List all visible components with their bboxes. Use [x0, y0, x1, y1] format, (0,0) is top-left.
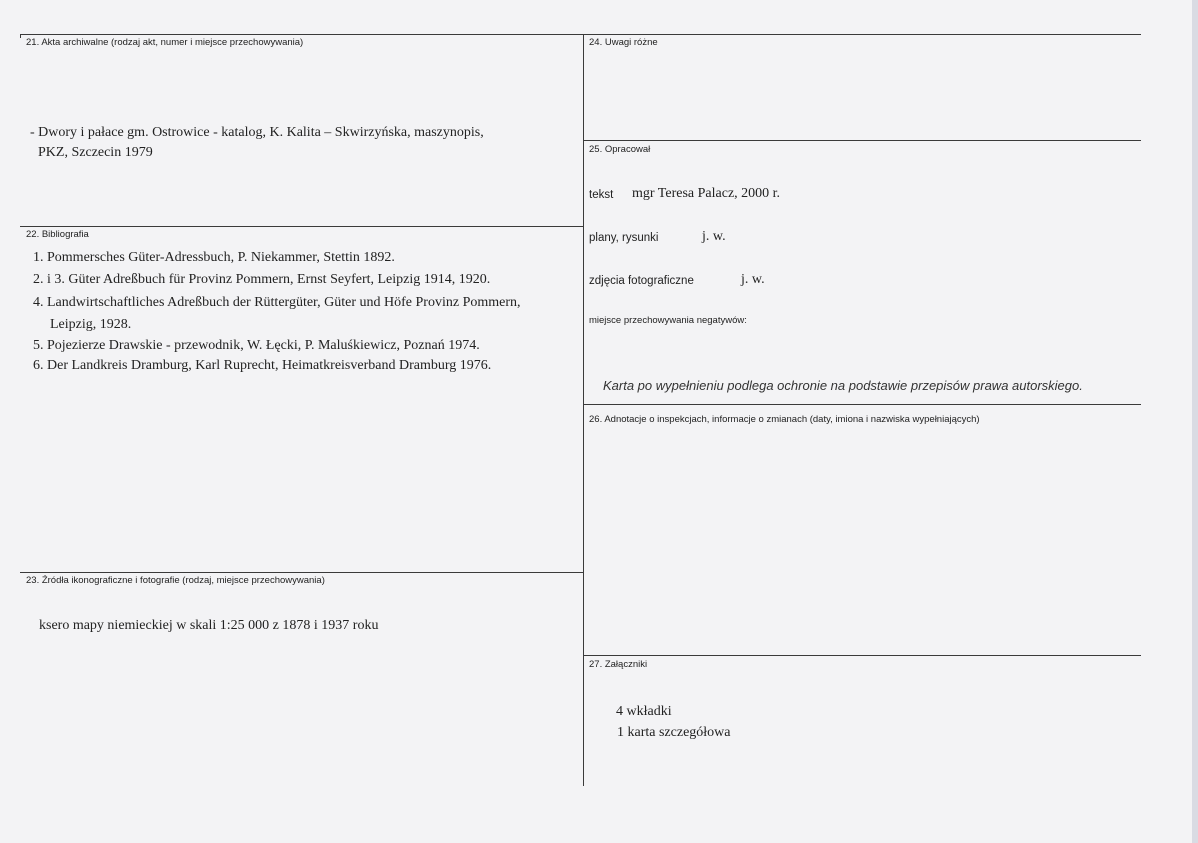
top-rule	[20, 34, 1141, 35]
zdjecia-value: j. w.	[741, 272, 765, 287]
copyright-note: Karta po wypełnieniu podlega ochronie na podstawie przepisów prawa autorskiego.	[603, 378, 1083, 393]
bibliography-item: 5. Pojezierze Drawskie - przewodnik, W. Łęcki, P. Maluśkiewicz, Poznań 1974.	[33, 338, 480, 353]
section-26-label: 26. Adnotacje o inspekcjach, informacje o zmianach (daty, imiona i nazwiska wypełniających)	[589, 414, 980, 425]
section-25-label: 25. Opracował	[589, 144, 651, 155]
section-23-text: ksero mapy niemieckiej w skali 1:25 000 z 1878 i 1937 roku	[39, 618, 379, 633]
bibliography-item: 4. Landwirtschaftliches Adreßbuch der Rüttergüter, Güter und Höfe Provinz Pommern,	[33, 295, 521, 310]
section-21-line1: - Dwory i pałace gm. Ostrowice - katalog, K. Kalita – Skwirzyńska, maszynopis,	[30, 125, 484, 140]
page-edge	[1192, 0, 1198, 843]
attachment-item: 1 karta szczegółowa	[617, 725, 731, 740]
tekst-value: mgr Teresa Palacz, 2000 r.	[632, 186, 781, 201]
rule-26-27	[583, 655, 1141, 656]
attachment-item: 4 wkładki	[616, 704, 672, 719]
plany-label: plany, rysunki	[589, 232, 659, 244]
rule-25-26	[583, 404, 1141, 405]
tekst-label: tekst	[589, 189, 614, 201]
negatywy-label: miejsce przechowywania negatywów:	[589, 315, 747, 326]
section-27-label: 27. Załączniki	[589, 659, 648, 670]
bibliography-item: Leipzig, 1928.	[50, 317, 132, 332]
rule-24-25	[583, 140, 1141, 141]
section-24-label: 24. Uwagi różne	[589, 37, 658, 48]
section-21-line2: PKZ, Szczecin 1979	[38, 145, 153, 160]
section-22-label: 22. Bibliografia	[26, 229, 89, 240]
zdjecia-label: zdjęcia fotograficzne	[589, 275, 694, 287]
section-21-label: 21. Akta archiwalne (rodzaj akt, numer i miejsce przechowywania)	[26, 37, 304, 48]
section-23-label: 23. Źródła ikonograficzne i fotografie (rodzaj, miejsce przechowywania)	[26, 575, 325, 586]
bibliography-item: 1. Pommersches Güter-Adressbuch, P. Niekammer, Stettin 1892.	[33, 250, 395, 265]
bibliography-item: 6. Der Landkreis Dramburg, Karl Ruprecht, Heimatkreisverband Dramburg 1976.	[33, 358, 492, 373]
rule-21-22	[20, 226, 583, 227]
bibliography-item: 2. i 3. Güter Adreßbuch für Provinz Pommern, Ernst Seyfert, Leipzig 1914, 1920.	[33, 272, 491, 287]
rule-22-23	[20, 572, 583, 573]
center-divider	[583, 34, 584, 786]
left-border	[20, 34, 21, 38]
plany-value: j. w.	[702, 229, 726, 244]
